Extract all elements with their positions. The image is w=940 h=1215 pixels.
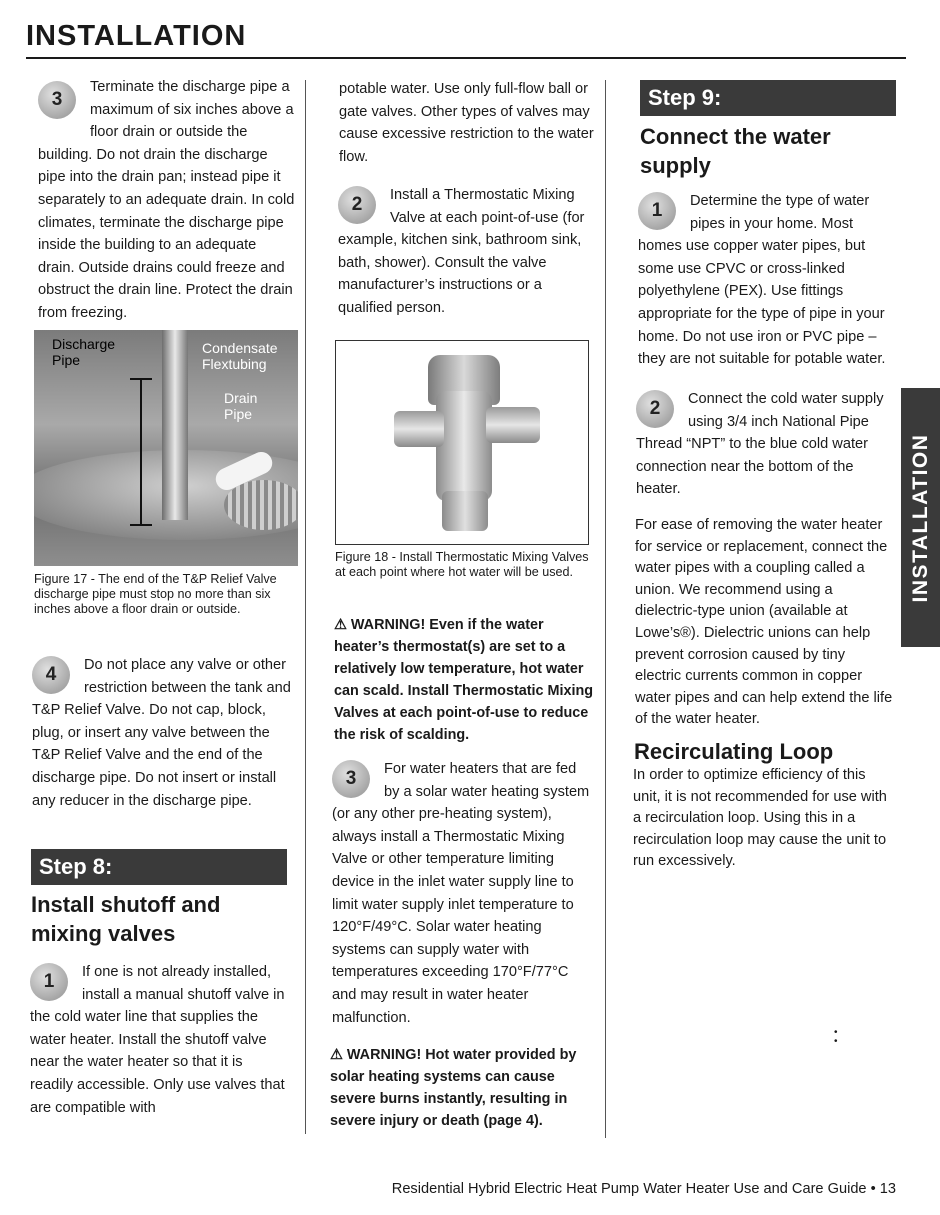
label-condensate: Condensate Flextubing [202,340,278,372]
measure-line [140,378,142,526]
step-3-block [332,758,594,1029]
step-8-heading: Install shutoff and mixing valves [31,892,221,946]
step-number-badge: 3 [38,81,76,119]
measure-bottom [130,524,152,526]
figure-18-caption: Figure 18 - Install Thermostatic Mixing Valves at each point where hot water will be used. [335,550,589,579]
valve-body-shape [436,391,492,501]
step-9-heading: Connect the water supply [640,124,831,178]
warning-solar: ⚠ WARNING! Hot water provided by solar heating systems can cause severe burns instantly, resulting in severe injury or death (page 4). [330,1047,577,1129]
column-3-step1 [638,190,896,371]
valve-arm-right [486,407,540,443]
measure-top [130,378,152,380]
step-number-badge: 1 [638,192,676,230]
side-tab: INSTALLATION [901,388,940,647]
title-rule [26,57,906,59]
decorative-dots: • • [834,1027,838,1047]
continued-text: potable water. Use only full-flow ball or gate valves. Other types of valves may cause excessive restriction to the water flow. [339,81,594,165]
figure-17-caption: Figure 17 - The end of the T&P Relief Valve discharge pipe must stop no more than six inches above a floor drain or outside. [34,572,277,616]
step-number-badge: 2 [636,390,674,428]
step-3-block [38,76,296,325]
valve-arm-left [394,411,444,447]
column-1-step8 [30,961,288,1119]
column-1-lower [32,654,296,812]
step-text: Do not place any valve or other restriction between the tank and T&P Relief Valve. Do not cap, block, plug, or insert any valve between the T&P Relief Valve and the end of the discharge pipe. Do not insert or install any reducer in the discharge pipe. [32,657,291,809]
label-drain-pipe: Drain Pipe [224,390,258,422]
column-2-step3 [332,758,594,1029]
step-8-bar: Step 8: [31,849,287,885]
step-9-bar: Step 9: [640,80,896,116]
step-number-badge: 2 [338,186,376,224]
step-number-badge: 4 [32,656,70,694]
floor-drain-shape [224,480,298,530]
step-text: Connect the cold water supply using 3/4 inch National Pipe Thread “NPT” to the blue cold water connection near the bottom of the heater. [636,391,884,498]
column-2 [339,78,595,168]
step-text: For water heaters that are fed by a solar water heating system (or any other pre-heating system), always install a Thermostatic Mixing Valve or other temperature limiting device in the inlet water supply line to limit water supply inlet temperature to 120°F/49°C. Solar water heating systems can supply water with temperatures exceeding 170°F/77°C and may result in water heater malfunction. [332,761,590,1026]
step-number-badge: 1 [30,963,68,1001]
warning-scald: ⚠ WARNING! Even if the water heater’s thermostat(s) are set to a relatively low temperature, hot water can scald. Install Thermostatic Mixing Valves at each point-of-use to reduce the risk of scalding. [334,617,594,743]
valve-outlet [442,491,488,531]
discharge-pipe-shape [162,330,188,520]
label-discharge-pipe: Discharge Pipe [52,336,116,368]
step-text: If one is not already installed, install a manual shutoff valve in the cold water line that supplies the water heater. Install the shutoff valve near the water heater so that it is readily accessible. Only use valves that are compatible with [30,964,285,1116]
page-footer: Residential Hybrid Electric Heat Pump Water Heater Use and Care Guide • 13 [391,1181,896,1197]
column-divider-1 [305,80,306,1134]
step-2-block [338,184,596,320]
recirculating-text: In order to optimize efficiency of this unit, it is not recommended for use with a recirculation loop. Using this in a recirculation loop may cause the unit to run excessively. [633,767,887,870]
recirculating-heading: Recirculating Loop [634,739,834,764]
column-2-step2 [338,184,596,320]
step-text: Install a Thermostatic Mixing Valve at each point-of-use (for example, kitchen sink, bathroom sink, bath, shower). Consult the valve manufacturer’s instructions or a qualified person. [338,187,585,316]
step-text: Terminate the discharge pipe a maximum of six inches above a floor drain or outside the building. Do not drain the discharge pipe into the drain pan; instead pipe it separately to an adequate drain. In cold climates, terminate the discharge pipe inside the building to an adequate drain. Outside drains could freeze and obstruct the drain line. Protect the drain from freezing. [38,79,295,321]
step-8-1-block [30,961,288,1119]
column-3-step2 [636,388,896,501]
page-title: INSTALLATION [26,20,247,52]
figure-17-photo [34,330,298,566]
figure-18-frame [335,340,589,545]
step-number-badge: 3 [332,760,370,798]
step-9-2-block [636,388,896,501]
step-4-block [32,654,296,812]
step-text: Determine the type of water pipes in your home. Most homes use copper water pipes, but some use CPVC or cross-linked polyethylene (PEX). Use fittings appropriate for the type of pipe in your home. Do not use iron or PVC pipe – they are not suitable for potable water. [638,193,886,368]
step-9-1-block [638,190,896,371]
column-divider-2 [605,80,606,1138]
column-1 [38,76,296,325]
union-paragraph: For ease of removing the water heater for service or replacement, connect the water pipes with a coupling called a union. We recommend using a dielectric-type union (available at Lowe’s®). Dielectric unions can help prevent corrosion caused by tiny electric currents common in copper water pipes and can help extend the life of the water heater. [635,517,893,728]
